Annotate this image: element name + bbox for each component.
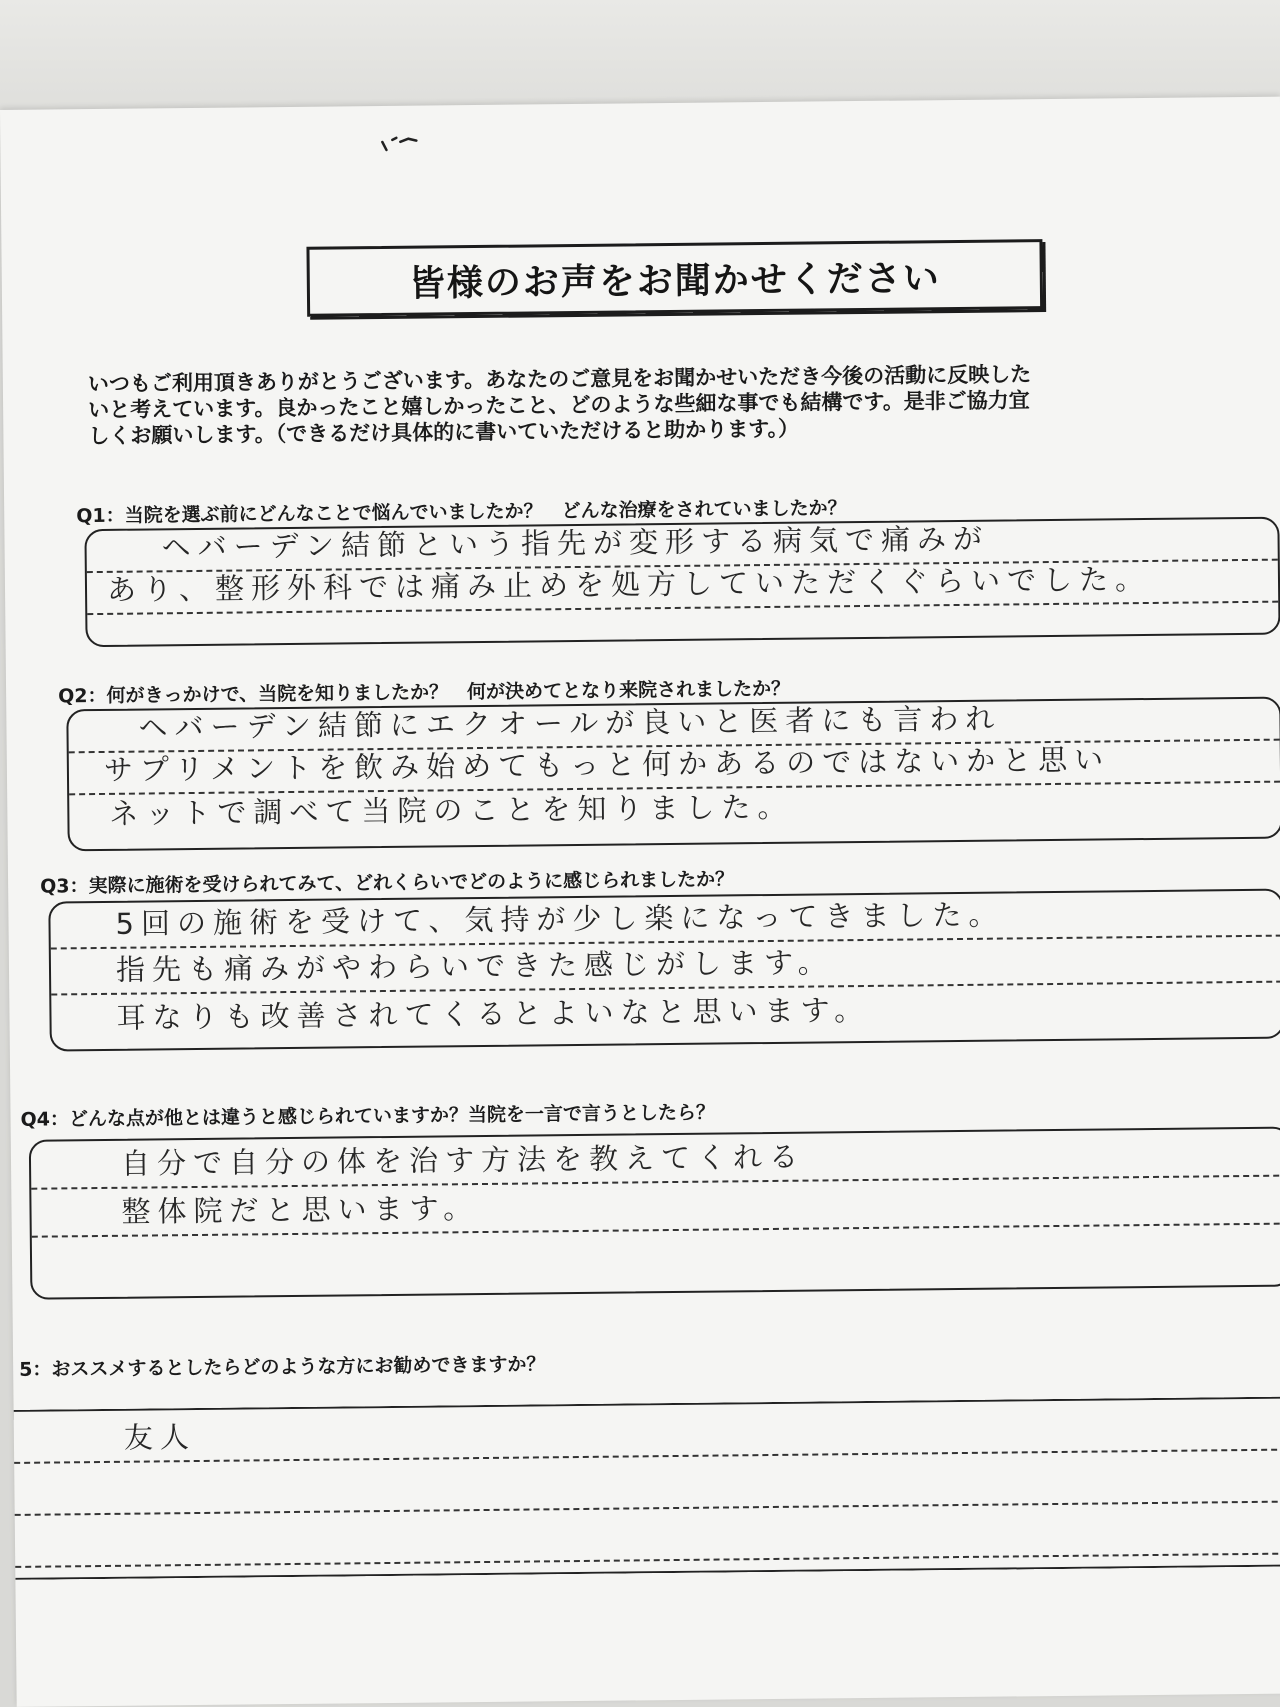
answer-text: 自分で自分の体を治す方法を教えてくれる [120, 1139, 806, 1181]
answer-text: 友人 [123, 1420, 197, 1455]
question-2-label: Q2：何がきっかけで、当院を知りましたか？ 何が決めてとなり来院されましたか？ [58, 677, 791, 708]
question-3-label: Q3：実際に施術を受けられてみて、どれくらいでどのように感じられましたか？ [40, 868, 735, 898]
answer-box-5 [14, 1396, 1280, 1579]
question-4-label: Q4：どんな点が他とは違うと感じられていますか？当院を一言で言うとしたら？ [20, 1101, 716, 1131]
answer-box-2 [66, 697, 1280, 852]
answer-text: 5回の施術を受けて、気持が少し楽になってきました。 [115, 897, 1005, 941]
answer-box-3 [48, 889, 1280, 1052]
answer-text: サプリメントを飲み始めてもっと何かあるのではないかと思い [103, 742, 1111, 787]
answer-text: ヘバーデン結節にエクオールが良いと医者にも言われ [138, 701, 1002, 745]
question-5-label: 5：おススメするとしたらどのような方にお勧めできますか？ [19, 1353, 546, 1381]
pen-mark [380, 136, 428, 153]
answer-line [87, 561, 1278, 615]
answer-text: 指先も痛みがやわらいできた感じがします。 [115, 945, 834, 987]
survey-sheet [0, 97, 1280, 1707]
answer-text: ヘバーデン結節という指先が変形する病気で痛みが [161, 521, 990, 565]
answer-text: 整体院だと思います。 [121, 1191, 480, 1229]
answer-text: あり、整形外科では痛み止めを処方していただくぐらいでした。 [106, 561, 1152, 607]
answer-text: ネットで調べて当院のことを知りました。 [109, 789, 794, 831]
answer-line [69, 783, 1280, 838]
answer-box-4 [29, 1127, 1280, 1300]
intro-text: いつもご利用頂きありがとうございます。あなたのご意見をお聞かせいただき今後の活動に反映した いと考えています。良かったこと嬉しかったこと、どのような些細な事でも結構です。是非ご協力宜 しくお願いします。（できるだけ具体的に書いていただけると助かります。） [87, 362, 1032, 449]
page-title: 皆様のお声をお聞かせください [306, 239, 1043, 317]
answer-text: 耳なりも改善されてくるとよいなと思います。 [116, 992, 871, 1035]
question-1-label: Q1：当院を選ぶ前にどんなことで悩んでいましたか？ どんな治療をされていましたか？ [76, 497, 847, 528]
answer-box-1 [84, 517, 1280, 648]
